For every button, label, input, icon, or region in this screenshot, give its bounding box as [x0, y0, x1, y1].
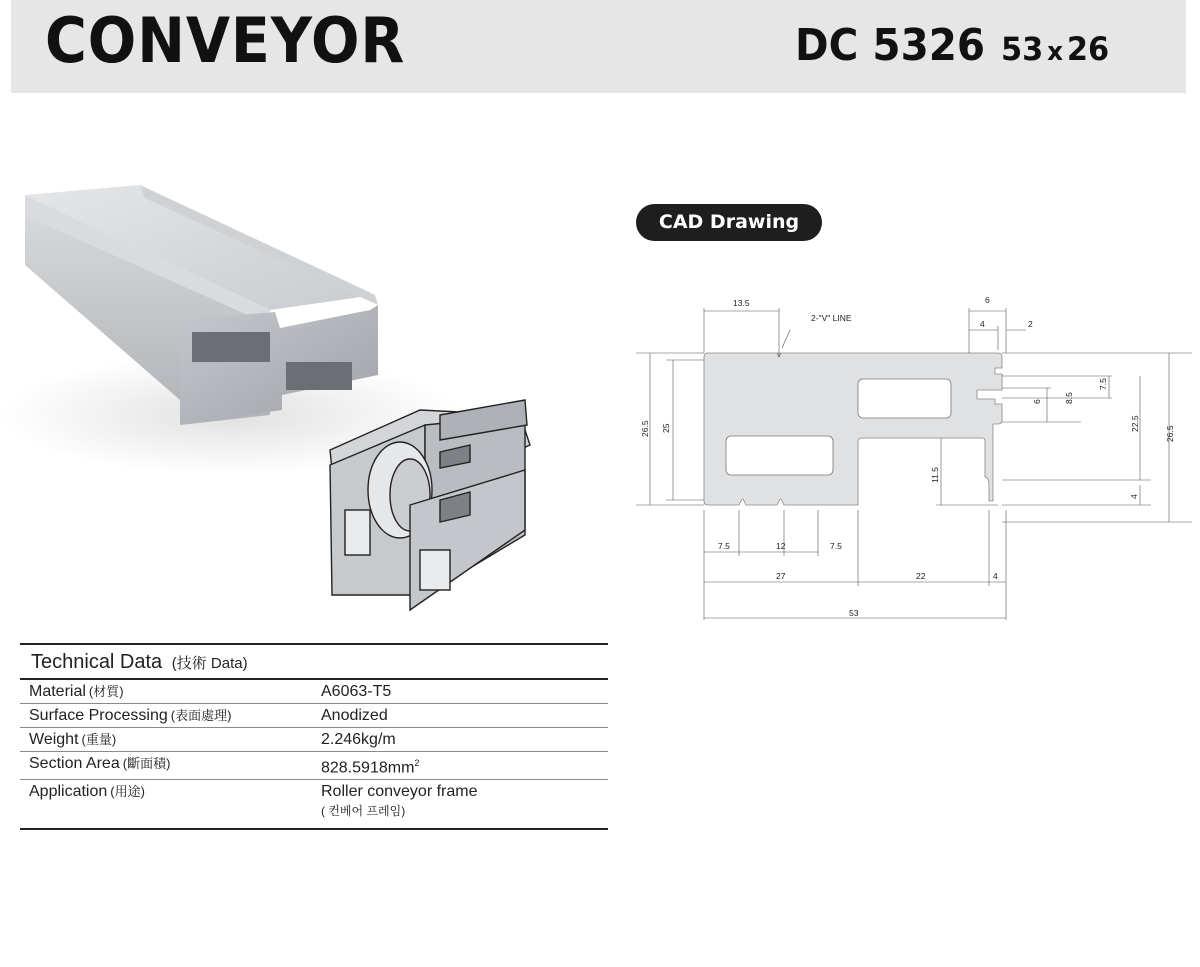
- profile-outline: [704, 353, 1002, 505]
- spec-value: A6063-T5: [321, 680, 608, 704]
- size-width: 53: [1001, 30, 1044, 68]
- technical-data-heading: Technical Data: [31, 651, 163, 673]
- spec-label-cjk: (材質): [88, 684, 124, 699]
- dim-2-top: 2: [1028, 319, 1033, 329]
- table-row: [20, 728, 608, 752]
- spec-value: [321, 752, 608, 780]
- cad-drawing-label: CAD Drawing: [636, 204, 822, 241]
- spec-label: [20, 780, 321, 830]
- spec-label-text: Section Area: [29, 755, 120, 772]
- spec-label-cjk: (用途): [110, 784, 145, 800]
- table-row: [20, 780, 608, 830]
- spec-value-sup: 2: [414, 758, 420, 768]
- cad-drawing: [636, 290, 1192, 630]
- dim-6-top: 6: [985, 295, 990, 305]
- dim-13-5: 13.5: [733, 298, 750, 308]
- size-times: x: [1047, 37, 1064, 67]
- spec-label-text: Material: [29, 683, 86, 700]
- dim-4-top: 4: [980, 319, 985, 329]
- dim-7-5-b: 7.5: [830, 541, 842, 551]
- dim-25: 25: [661, 423, 671, 433]
- product-image: [0, 170, 620, 630]
- dim-4-bottom: 4: [993, 571, 998, 581]
- header-bar: [11, 0, 1186, 93]
- dim-27: 27: [776, 571, 786, 581]
- spec-label: [20, 704, 321, 728]
- profile-size: [1001, 30, 1109, 68]
- dim-6-slot: 6: [1032, 399, 1042, 404]
- dim-4-right: 4: [1129, 494, 1139, 499]
- spec-value: Anodized: [321, 704, 608, 728]
- dim-26-5-right: 26.5: [1165, 425, 1175, 442]
- profile-hollow-top: [858, 379, 951, 418]
- table-row: [20, 704, 608, 728]
- dim-12: 12: [776, 541, 786, 551]
- spec-value-note: ( 컨베어 프레임): [321, 804, 406, 819]
- table-row: [20, 680, 608, 704]
- dim-11-5: 11.5: [930, 467, 940, 483]
- spec-label-cjk: (斷面積): [122, 756, 171, 771]
- technical-data-title: [20, 645, 608, 680]
- page-title: CONVEYOR: [45, 4, 406, 77]
- dim-53: 53: [849, 608, 859, 618]
- spec-value: 2.246kg/m: [321, 728, 608, 752]
- spec-label-text: Application: [29, 783, 108, 801]
- spec-label-cjk: (重量): [81, 732, 117, 747]
- dim-7-5-a: 7.5: [718, 541, 730, 551]
- size-height: 26: [1066, 30, 1110, 68]
- spec-value: [321, 780, 608, 830]
- spec-label-text: Weight: [29, 731, 79, 748]
- spec-value-text: Roller conveyor frame: [321, 783, 478, 801]
- v-line-note: 2-"V" LINE: [811, 313, 852, 323]
- spec-value-text: 828.5918mm: [321, 759, 415, 777]
- model-number: DC 5326: [795, 20, 986, 71]
- table-row: [20, 752, 608, 780]
- dim-7-5-right: 7.5: [1098, 378, 1108, 390]
- spec-label: [20, 728, 321, 752]
- spec-label-text: Surface Processing: [29, 707, 168, 724]
- technical-data: [20, 643, 608, 830]
- dim-26-5-left: 26.5: [640, 420, 650, 437]
- dim-22: 22: [916, 571, 926, 581]
- dim-8-5: 8.5: [1064, 392, 1074, 404]
- dim-22-5: 22.5: [1130, 415, 1140, 432]
- spec-label-cjk: (表面處理): [170, 708, 232, 723]
- spec-label: [20, 752, 321, 780]
- spec-label: [20, 680, 321, 704]
- technical-data-subheading: (技術 Data): [171, 655, 248, 672]
- spec-table: [20, 680, 608, 830]
- profile-hollow-bottom: [726, 436, 833, 475]
